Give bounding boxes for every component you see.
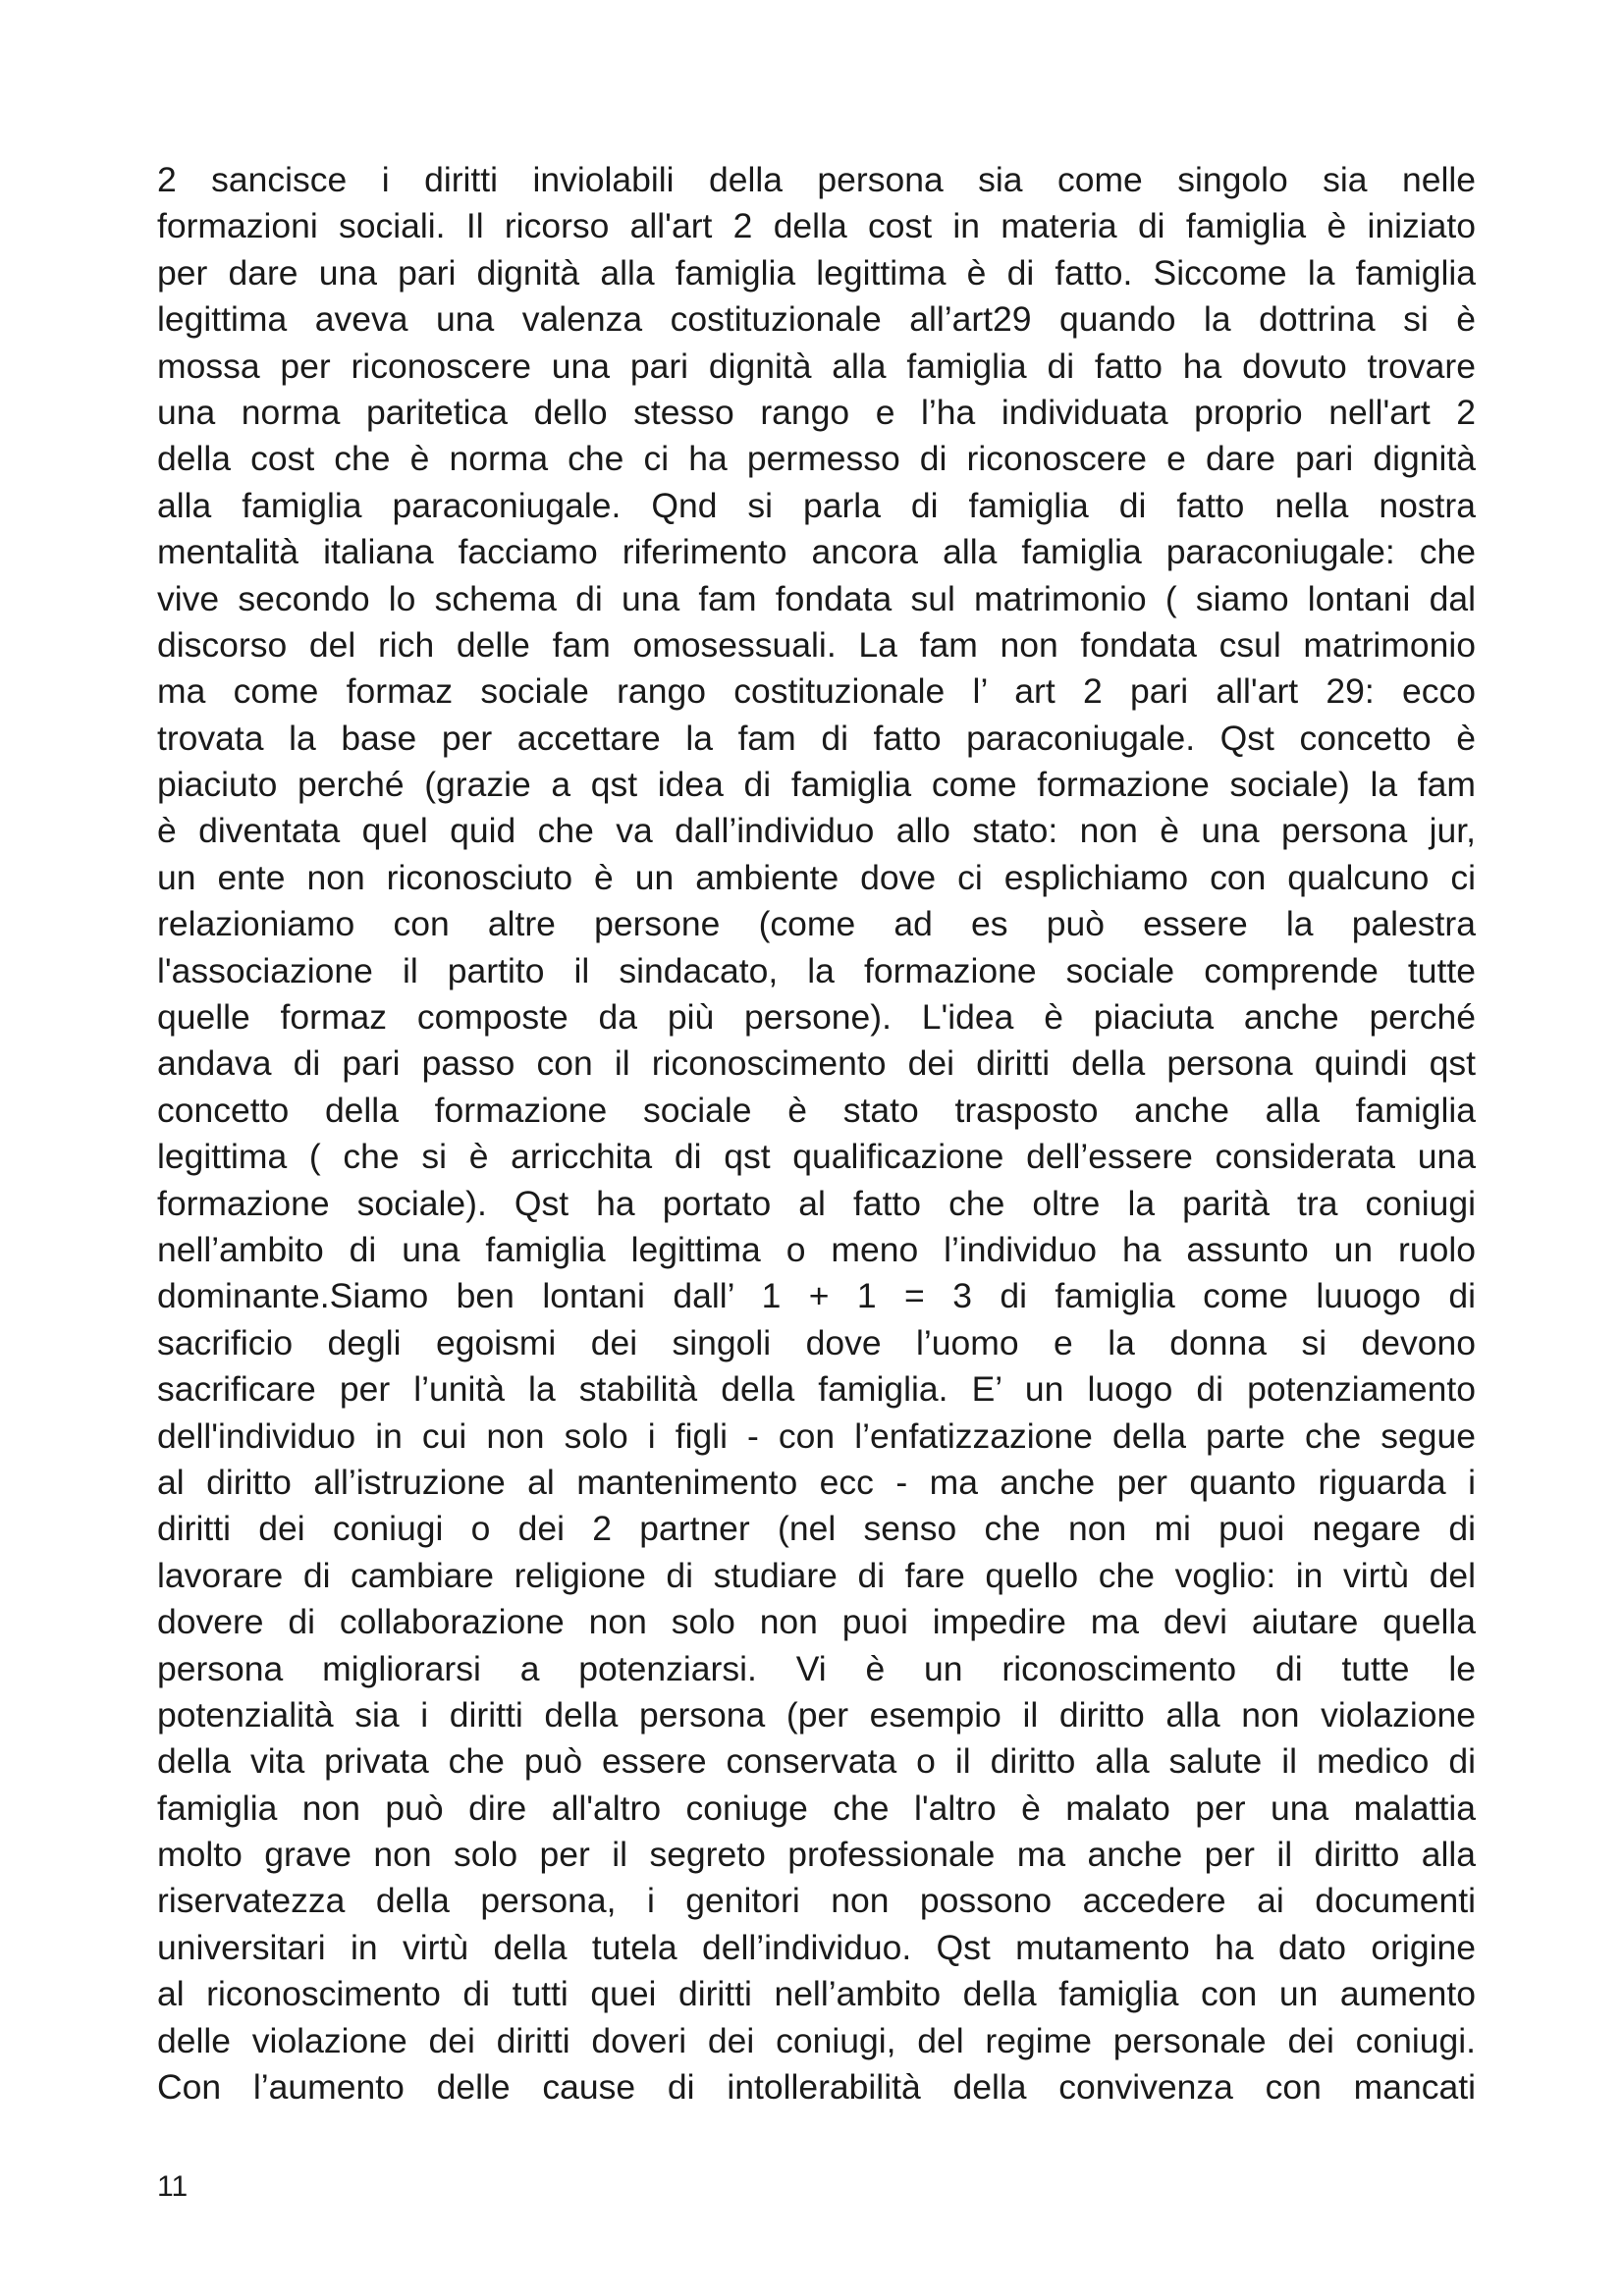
- text-line: discorso del rich delle fam omosessuali. La fam non fondata csul matrimonio: [157, 624, 1476, 665]
- text-line: è diventata quel quid che va dall’individuo allo stato: non è una persona jur,: [157, 811, 1476, 851]
- text-line: nell’ambito di una famiglia legittima o meno l’individuo ha assunto un ruolo: [157, 1229, 1476, 1269]
- text-line: formazioni sociali. Il ricorso all'art 2 della cost in materia di famiglia è iniziato: [157, 206, 1476, 246]
- text-line: sacrificio degli egoismi dei singoli dove l’uomo e la donna si devono: [157, 1322, 1476, 1362]
- text-line: legittima ( che si è arricchita di qst qualificazione dell’essere considerata una: [157, 1137, 1476, 1177]
- text-line: relazioniamo con altre persone (come ad es può essere la palestra: [157, 904, 1476, 944]
- text-line: Con l’aumento delle cause di intollerabilità della convivenza con mancati: [157, 2067, 1476, 2108]
- text-line: trovata la base per accettare la fam di fatto paraconiugale. Qst concetto è: [157, 718, 1476, 758]
- body-text: [157, 157, 1476, 2110]
- text-line: lavorare di cambiare religione di studiare di fare quello che voglio: in virtù del: [157, 1555, 1476, 1595]
- text-line: potenzialità sia i diritti della persona (per esempio il diritto alla non violazione: [157, 1694, 1476, 1735]
- text-line: della vita privata che può essere conservata o il diritto alla salute il medico di: [157, 1741, 1476, 1782]
- text-line: ma come formaz sociale rango costituzionale l’ art 2 pari all'art 29: ecco: [157, 671, 1476, 712]
- text-line: legittima aveva una valenza costituzionale all’art29 quando la dottrina si è: [157, 299, 1476, 340]
- text-line: sacrificare per l’unità la stabilità della famiglia. E’ un luogo di potenziamento: [157, 1369, 1476, 1410]
- text-line: al riconoscimento di tutti quei diritti nell’ambito della famiglia con un aumento: [157, 1974, 1476, 2014]
- text-line: riservatezza della persona, i genitori non possono accedere ai documenti: [157, 1881, 1476, 1921]
- text-line: persona migliorarsi a potenziarsi. Vi è un riconoscimento di tutte le: [157, 1648, 1476, 1688]
- text-line: piaciuto perché (grazie a qst idea di famiglia come formazione sociale) la fam: [157, 765, 1476, 805]
- page-number: 11: [157, 2170, 189, 2203]
- text-line: dovere di collaborazione non solo non puoi impedire ma devi aiutare quella: [157, 1602, 1476, 1642]
- text-line: quelle formaz composte da più persone). L'idea è piaciuta anche perché: [157, 997, 1476, 1038]
- text-line: l'associazione il partito il sindacato, la formazione sociale comprende tutte: [157, 950, 1476, 990]
- text-line: famiglia non può dire all'altro coniuge che l'altro è malato per una malattia: [157, 1788, 1476, 1828]
- text-line: un ente non riconosciuto è un ambiente dove ci esplichiamo con qualcuno ci: [157, 857, 1476, 897]
- text-line: molto grave non solo per il segreto professionale ma anche per il diritto alla: [157, 1835, 1476, 1875]
- text-line: dominante.Siamo ben lontani dall’ 1 + 1 = 3 di famiglia come luuogo di: [157, 1276, 1476, 1316]
- text-line: alla famiglia paraconiugale. Qnd si parla di famiglia di fatto nella nostra: [157, 485, 1476, 525]
- text-line: una norma paritetica dello stesso rango e l’ha individuata proprio nell'art 2: [157, 392, 1476, 432]
- text-line: per dare una pari dignità alla famiglia legittima è di fatto. Siccome la famiglia: [157, 252, 1476, 293]
- text-line: dell'individuo in cui non solo i figli - con l’enfatizzazione della parte che segue: [157, 1415, 1476, 1456]
- text-line: vive secondo lo schema di una fam fondata sul matrimonio ( siamo lontani dal: [157, 578, 1476, 618]
- text-line: mentalità italiana facciamo riferimento ancora alla famiglia paraconiugale: che: [157, 532, 1476, 572]
- text-line: diritti dei coniugi o dei 2 partner (nel senso che non mi puoi negare di: [157, 1509, 1476, 1549]
- text-line: 2 sancisce i diritti inviolabili della persona sia come singolo sia nelle: [157, 160, 1476, 199]
- text-line: andava di pari passo con il riconoscimento dei diritti della persona quindi qst: [157, 1043, 1476, 1084]
- text-line: mossa per riconoscere una pari dignità alla famiglia di fatto ha dovuto trovare: [157, 346, 1476, 386]
- text-line: al diritto all’istruzione al mantenimento ecc - ma anche per quanto riguarda i: [157, 1462, 1476, 1502]
- text-line: della cost che è norma che ci ha permesso di riconoscere e dare pari dignità: [157, 439, 1476, 479]
- text-line: concetto della formazione sociale è stato trasposto anche alla famiglia: [157, 1090, 1476, 1130]
- text-line: delle violazione dei diritti doveri dei coniugi, del regime personale dei coniugi.: [157, 2020, 1476, 2060]
- text-line: universitari in virtù della tutela dell’individuo. Qst mutamento ha dato origine: [157, 1927, 1476, 1967]
- text-line: formazione sociale). Qst ha portato al fatto che oltre la parità tra coniugi: [157, 1183, 1476, 1223]
